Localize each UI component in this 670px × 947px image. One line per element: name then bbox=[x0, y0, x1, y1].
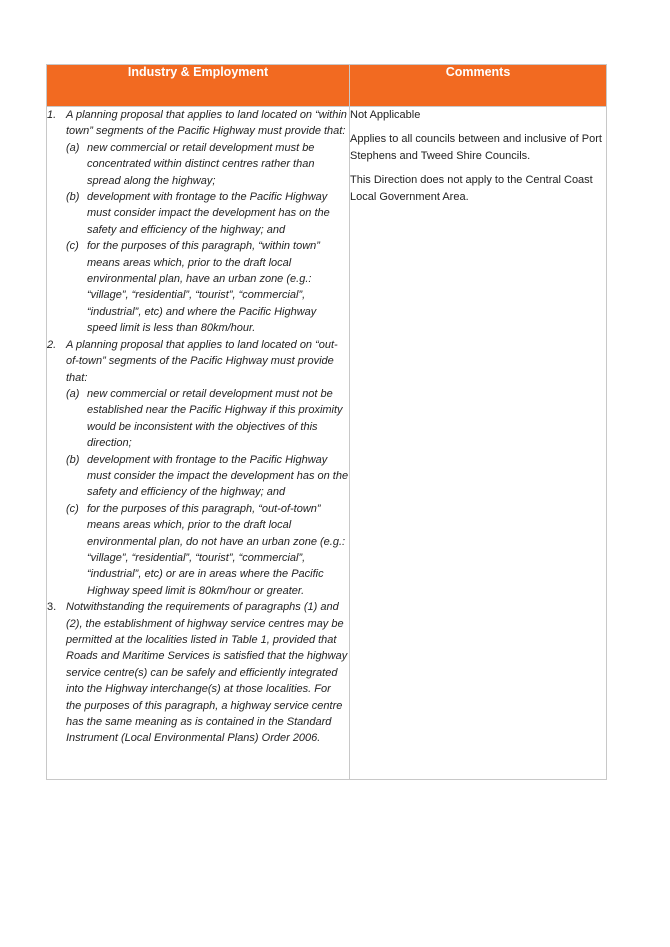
header-comments: Comments bbox=[350, 65, 607, 107]
list-item-2 bbox=[47, 337, 349, 600]
sub-item-label: (c) bbox=[66, 502, 79, 515]
sub-item-text: new commercial or retail development must not be established near the Pacific Highway if this proximity would be inconsistent with the objectives of this direction; bbox=[87, 387, 343, 450]
comments-cell bbox=[350, 107, 607, 780]
comment-not-applicable: Not Applicable bbox=[350, 109, 421, 121]
item-number: 2. bbox=[47, 338, 57, 351]
sub-item-text: for the purposes of this paragraph, “out-of-town” means areas which, prior to the draft local environmental plan, do not have an urban zone (e.g.: “village”, “residential”, “tourist”, “commercial”, “industrial”, etc) or are in areas where the Pacific Highway speed limit is 80km/hour or greater. bbox=[87, 502, 346, 597]
sub-item-text: for the purposes of this paragraph, “within town” means areas which, prior to the draft local environmental plan, have an urban zone (e.g.: “village”, “residential”, “tourist”, “commercial”, “industrial”, etc) and where the Pacific Highway speed limit is less than 80km/hour. bbox=[87, 240, 320, 335]
sub-item-label: (a) bbox=[66, 387, 80, 400]
list-item-3 bbox=[47, 599, 349, 747]
sub-item bbox=[66, 501, 349, 599]
item-text: A planning proposal that applies to land located on “within town” segments of the Pacific Highway must provide that: bbox=[66, 109, 347, 138]
sub-item bbox=[66, 238, 349, 336]
comment-applies-to: Applies to all councils between and inclusive of Port Stephens and Tweed Shire Councils. bbox=[350, 133, 602, 162]
comment-exclusion: This Direction does not apply to the Central Coast Local Government Area. bbox=[350, 174, 593, 203]
sub-item bbox=[66, 140, 349, 189]
sub-item-label: (b) bbox=[66, 453, 80, 466]
requirements-cell bbox=[47, 107, 350, 780]
item-text: A planning proposal that applies to land located on “out-of-town” segments of the Pacific Highway must provide that: bbox=[66, 338, 338, 384]
sub-item bbox=[66, 386, 349, 452]
sub-item bbox=[66, 189, 349, 238]
item-text: Notwithstanding the requirements of paragraphs (1) and (2), the establishment of highway service centres may be permitted at the localities listed in Table 1, provided that Roads and Maritime Services is satisfied that the highway service centre(s) can be safely and efficiently integrated into the Highway interchange(s) at those localities. For the purposes of this paragraph, a highway service centre has the same meaning as is contained in the Standard Instrument (Local Environmental Plans) Order 2006. bbox=[66, 601, 348, 745]
table-row bbox=[47, 107, 607, 780]
sub-item-label: (c) bbox=[66, 240, 79, 253]
sub-item-text: new commercial or retail development must be concentrated within distinct centres rather than spread along the highway; bbox=[87, 141, 315, 187]
header-industry-employment: Industry & Employment bbox=[47, 65, 350, 107]
item-number: 1. bbox=[47, 109, 57, 121]
sub-item-label: (b) bbox=[66, 191, 80, 204]
sub-item-label: (a) bbox=[66, 141, 80, 154]
sub-item-text: development with frontage to the Pacific Highway must consider the impact the development has on the safety and efficiency of the highway; and bbox=[87, 453, 349, 499]
list-item-1 bbox=[47, 107, 349, 337]
direction-table bbox=[46, 64, 607, 780]
table-header-row bbox=[47, 65, 607, 107]
sub-item-text: development with frontage to the Pacific Highway must consider impact the development has on the safety and efficiency of the highway; and bbox=[87, 191, 330, 236]
sub-item bbox=[66, 452, 349, 501]
item-number: 3. bbox=[47, 601, 57, 614]
